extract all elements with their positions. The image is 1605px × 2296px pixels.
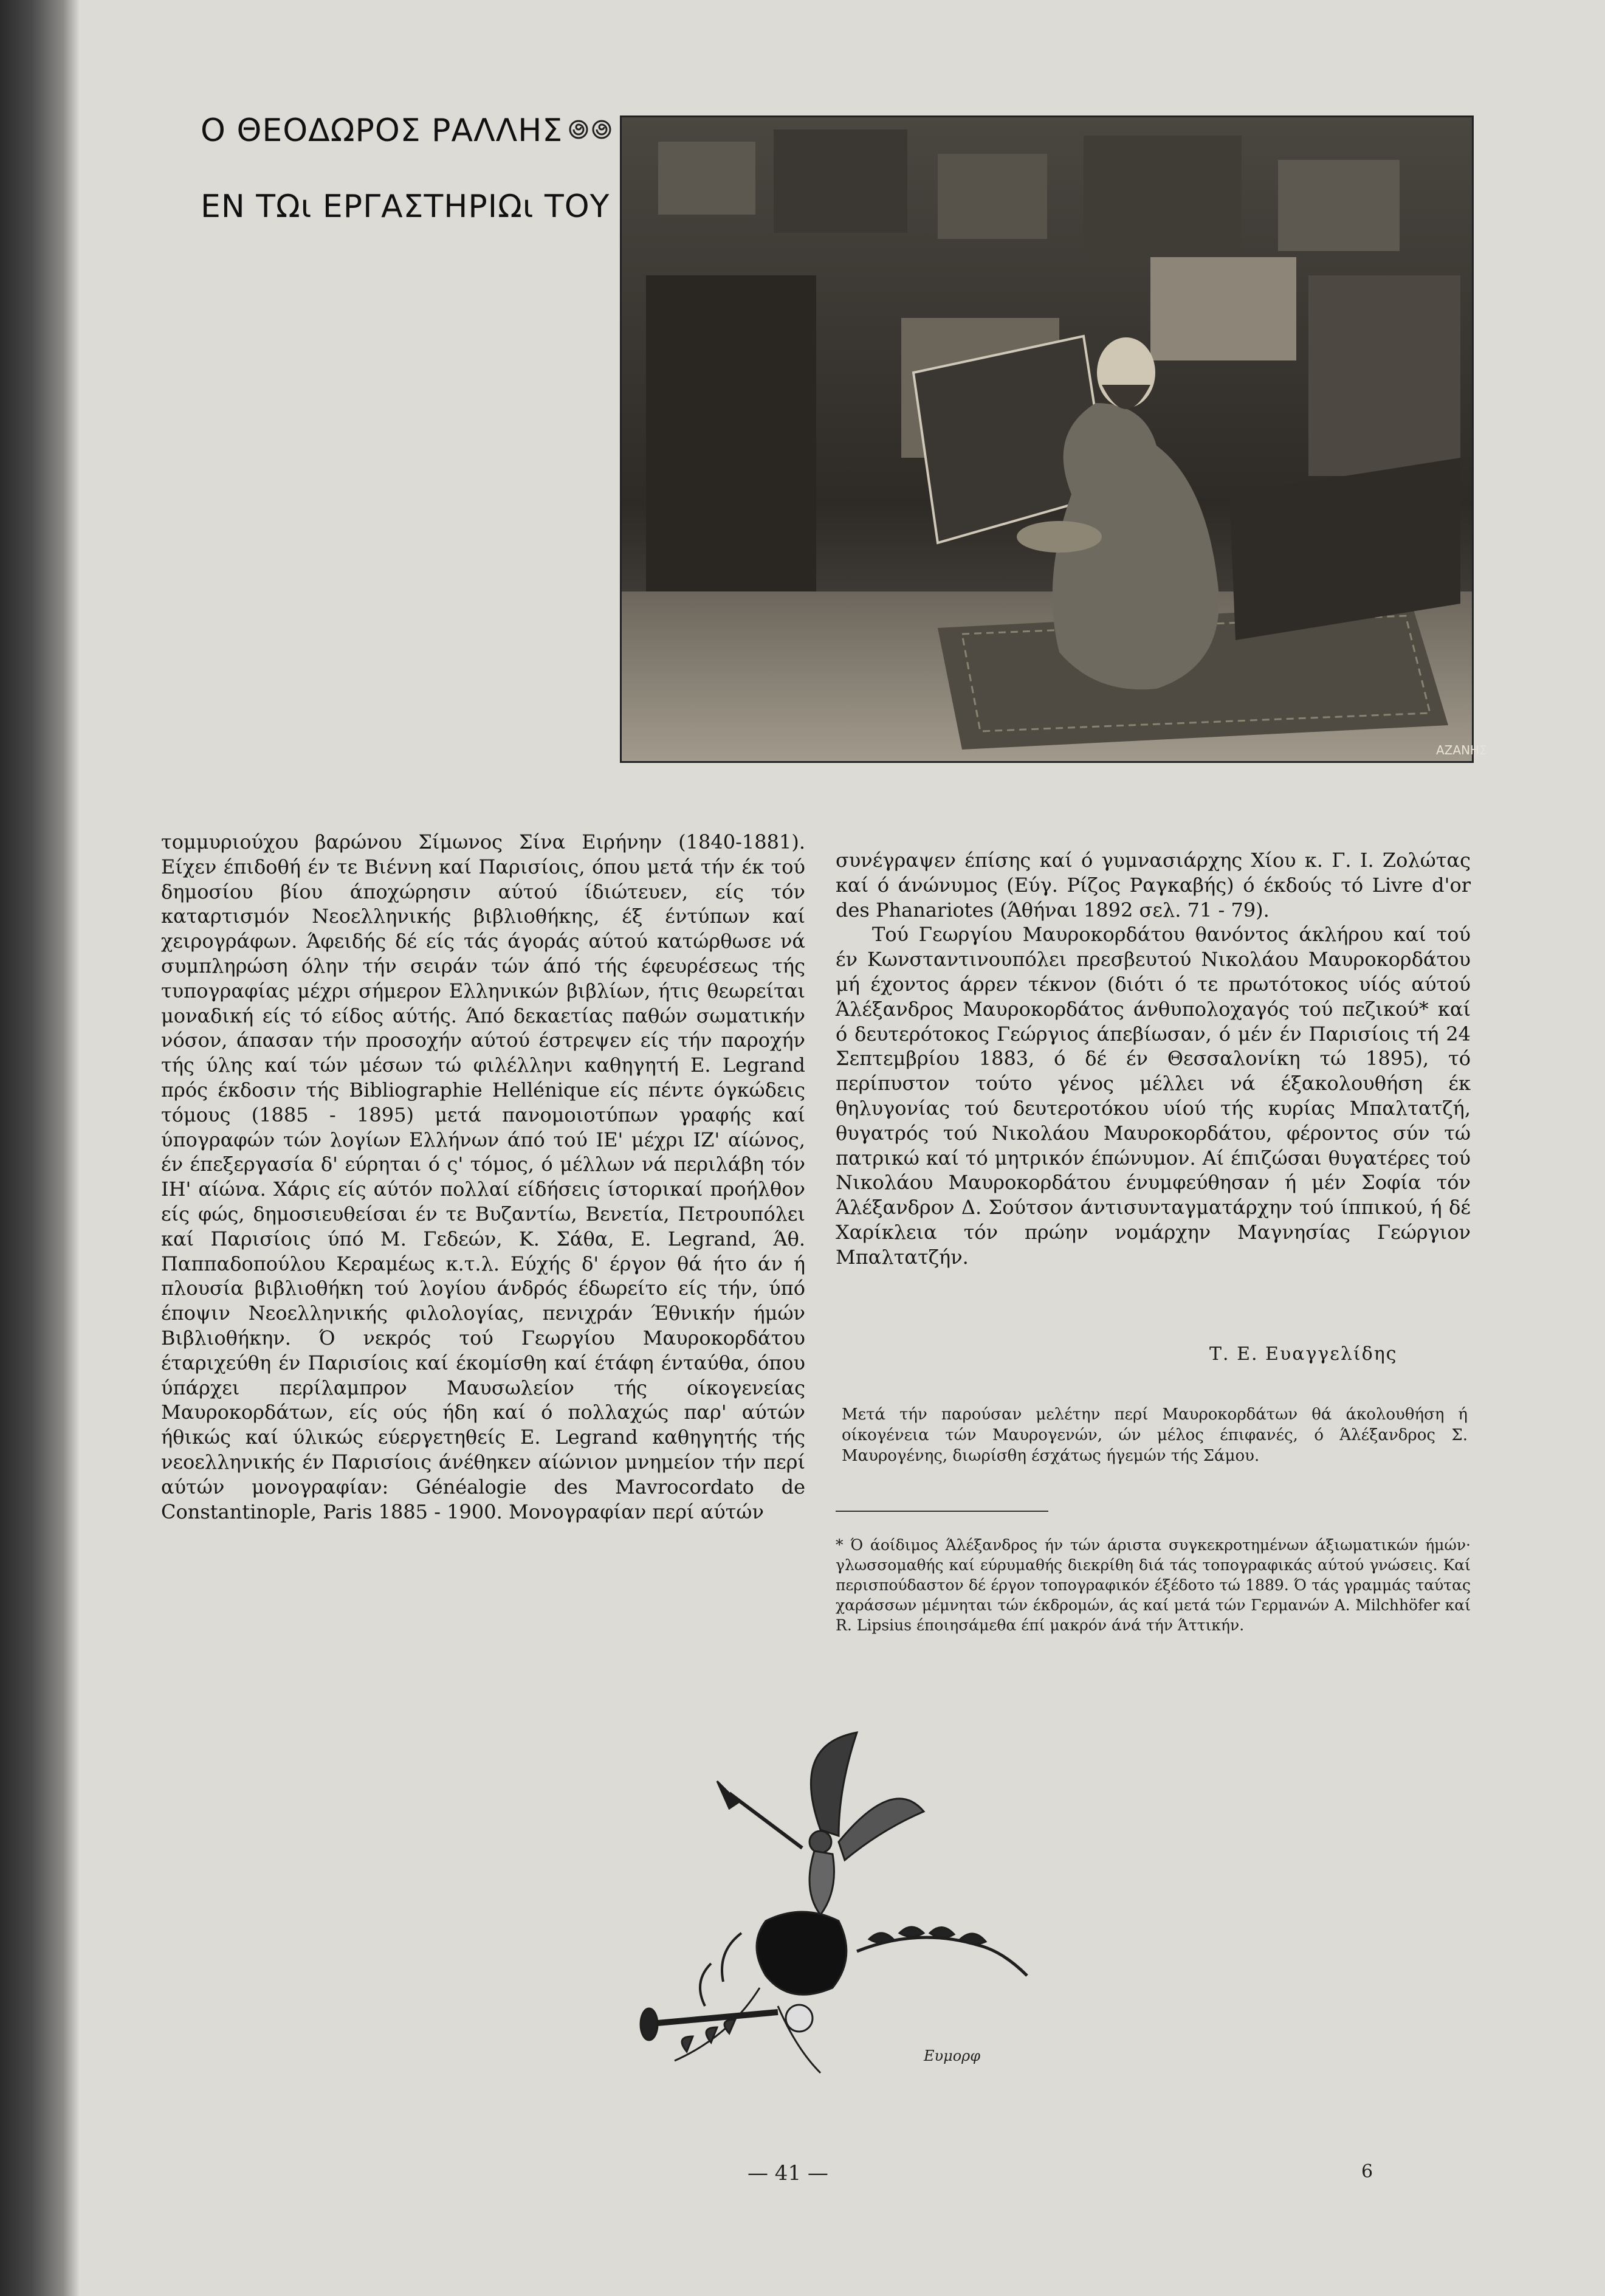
vignette-artist-signature: Ευμορφ [924, 2047, 981, 2064]
title-text-1: Ο ΘΕΟΔΩΡΟΣ ΡΑΛΛΗΣ [201, 112, 563, 149]
footnote-rule [836, 1511, 1048, 1512]
book-binding-edge [0, 0, 79, 2296]
article-title-line2: ΕΝ ΤΩι ΕΡΓΑΣΤΗΡΙΩι ΤΟΥ [201, 188, 610, 225]
left-column-text: τομμυριούχου βαρώνου Σίμωνος Σίνα Ειρήνην (1840-1881). Είχεν έπιδοθή έν τε Βιέννη καί Παρισίοις, όπου μετά τήν έκ τού δημοσίου βίου άποχώρησιν αύτού ίδιώτευεν, είς τόν καταρτισμόν Νεοελληνικής βιβλιοθήκης, έξ έντύπων καί χειρογράφων. Άφειδής δέ είς τάς άγοράς αύτού κατώρθωσε νά συμπληρώση όλην τήν σειράν τών άπό τής έφευρέσεως τής τυπογραφίας μέχρι σήμερον Ελληνικών βιβλίων, ήτις θεωρείται μοναδική είς τό είδος αύτής. Άπό δεκαετίας παθών σωματικήν νόσον, άπασαν τήν προσοχήν αύτού έστρεψεν είς τήν παροχήν τής ύλης καί τών μέσων τώ φιλέλληνι καθηγητή E. Legrand πρός έκδοσιν τής Bibliographie Hellénique είς πέντε όγκώδεις τόμους (1885 - 1895) μετά πανομοιοτύπων γραφής καί ύπογραφών τών λογίων Ελλήνων άπό τού ΙΕ' μέχρι ΙΖ' αίώνος, έν έπεξεργασία δ' εύρηται ό ς' τόμος, ό μέλλων νά περιλάβη τόν ΙΗ' αίώνα. Χάρις είς αύτόν πολλαί είδήσεις ίστορικαί προήλθον είς φώς, δημοσιευθείσαι έν τε Βυζαντίω, Βενετία, Πετρουπόλει καί Παρισίοις ύπό Μ. Γεδεών, Κ. Σάθα, E. Legrand, Άθ. Παππαδοπούλου Κεραμέως κ.τ.λ. Εύχής δ' έργον θά ήτο άν ή πλουσία βιβλιοθήκη τού λογίου άνδρός έδωρείτο είς τήν, ύπό έποψιν Νεοελληνικής φιλολογίας, πενιχράν Έθνικήν ήμών Βιβλιοθήκην. Ό νεκρός τού Γεωργίου Μαυροκορδάτου έταριχεύθη έν Παρισίοις καί έκομίσθη καί έτάφη ένταύθα, όπου ύπάρχει περίλαμπρον Μαυσωλείον τής οίκογενείας Μαυροκορδάτων, είς ούς ήδη καί ό πολλαχώς παρ' αύτών ήθικώς καί ύλικώς εύεργετηθείς E. Legrand καθηγητής τής νεοελληνικής έν Παρισίοις άνέθηκεν αίώνιον μνημείον τήν περί αύτών μονογραφίαν: Généalogie des Mavrocordato de Constantinople, Paris 1885 - 1900. Μονογραφίαν περί αύτών [161, 830, 805, 1523]
signature-mark: 6 [1361, 2161, 1373, 2182]
footnote: * Ό άοίδιμος Άλέξανδρος ήν τών άριστα συγκεκροτημένων άξιωματικών ήμών· γλωσσομαθής καί εύρυμαθής διεκρίθη διά τάς τοπογραφικάς αύτού γνώσεις. Καί περισπούδαστον δέ έργον τοπογραφικόν έξέδοτο τώ 1889. Ό τάς γραμμάς ταύτας χαράσσων μέμνηται τών έκδρομών, άς καί μετά τών Γερμανών A. Milchhöfer καί R. Lipsius έποιησάμεθα έπί μακρόν άνά τήν Άττικήν. [836, 1536, 1471, 1634]
article-column-right [836, 848, 1471, 1270]
angel-wreath-vignette [638, 1720, 1045, 2085]
spiral-ornament-icon [566, 114, 615, 151]
photo-signature: ΑΖΑΝΗΣ [1436, 743, 1487, 757]
author-signature: Τ. Ε. Ευαγγελίδης [1209, 1343, 1398, 1365]
right-column-paragraph-1: συνέγραψεν έπίσης καί ό γυμνασιάρχης Χίου κ. Γ. Ι. Ζολώτας καί ό άνώνυμος (Εύγ. Ρίζος Ραγκαβής) ό έκδούς τό Livre d'or des Phanariotes (Άθήναι 1892 σελ. 71 - 79). [836, 849, 1471, 922]
article-column-left [161, 830, 805, 1524]
photograph-painter-in-studio [620, 115, 1487, 763]
page-number: — 41 — [748, 2161, 828, 2185]
editor-note: Μετά τήν παρούσαν μελέτην περί Μαυροκορδάτων θά άκολουθήση ή οίκογένεια τών Μαυρογενών, ών μέλος έπιφανές, ό Άλέξανδρος Σ. Μαυρογένης, διωρίσθη έσχάτως ήγεμών τής Σάμου. [842, 1405, 1468, 1465]
article-title-line1 [201, 112, 615, 151]
right-column-paragraph-2: Τού Γεωργίου Μαυροκορδάτου θανόντος άκλήρου καί τού έν Κωνσταντινουπόλει πρεσβευτού Νικολάου Μαυροκορδάτου μή έχοντος άρρεν τέκνον (διότι ό τε πρωτότοκος υίός αύτού Άλέξανδρος Μαυροκορδάτος άνθυπολοχαγός τού πεζικού* καί ό δευτερότοκος Γεώργιος άπεβίωσαν, ό μέν έν Παρισίοις τή 24 Σεπτεμβρίου 1883, ό δέ έν Θεσσαλονίκη τώ 1895), τό περίπυστον τούτο γένος μέλλει νά έξακολουθήση έκ θηλυγονίας τού δευτεροτόκου υίού τής κυρίας Μπαλτατζή, θυγατρός τού Νικολάου Μαυροκορδάτου, φέροντος σύν τώ πατρικώ καί τό μητρικόν έπώνυμον. Αί έπιζώσαι θυγατέρες τού Νικολάου Μαυροκορδάτου ένυμφεύθησαν ή μέν Σοφία τόν Άλέξανδρον Δ. Σούτσον άντισυνταγματάρχην τού ίππικού, ή δέ Χαρίκλεια τόν πρώην νομάρχην Μαγνησίας Γεώργιον Μπαλτατζήν. [836, 923, 1471, 1269]
